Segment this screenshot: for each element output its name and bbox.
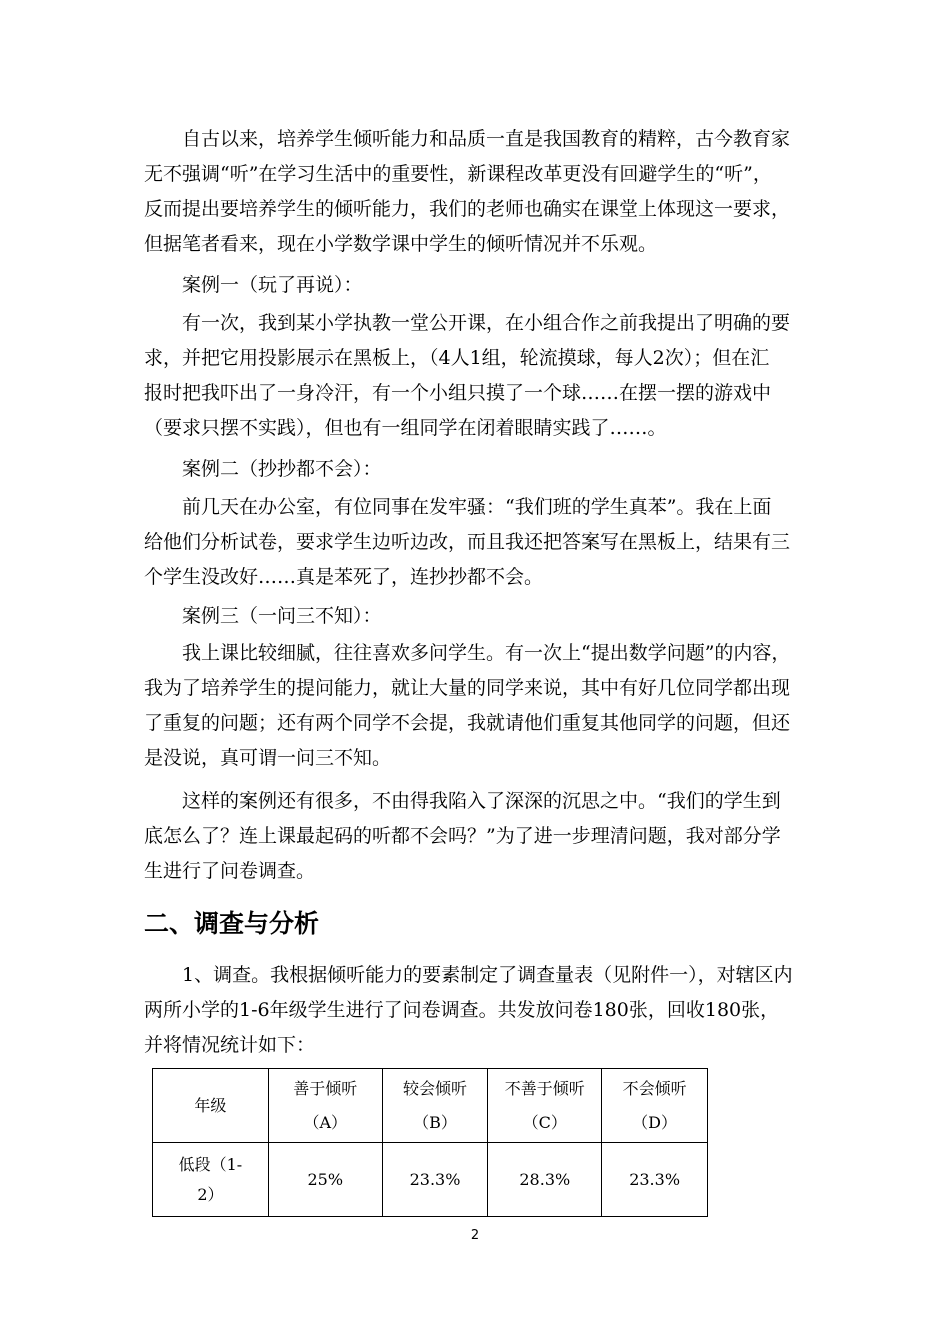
text-line: 我为了培养学生的提问能力，就让大量的同学来说，其中有好几位同学都出现	[144, 677, 791, 699]
text-line: （要求只摆不实践），但也有一组同学在闭着眼睛实践了……。	[144, 417, 667, 439]
text-line: 有一次，我到某小学执教一堂公开课，在小组合作之前我提出了明确的要	[144, 312, 791, 334]
text-line: 自古以来，培养学生倾听能力和品质一直是我国教育的精粹，古今教育家	[144, 128, 791, 150]
cell-a: 25%	[268, 1143, 382, 1217]
text-line: 是没说，真可谓一问三不知。	[144, 747, 392, 769]
text-line: 反而提出要培养学生的倾听能力，我们的老师也确实在课堂上体现这一要求，	[144, 198, 791, 220]
header-d	[602, 1069, 708, 1143]
header-code: （D）	[632, 1112, 678, 1132]
text-line: 我上课比较细腻，往往喜欢多问学生。有一次上“提出数学问题”的内容，	[144, 642, 791, 664]
header-label: 善于倾听	[293, 1078, 358, 1098]
text-line: 求，并把它用投影展示在黑板上，（4人1组，轮流摸球，每人2次）；但在汇	[144, 347, 770, 369]
text-line: 但据笔者看来，现在小学数学课中学生的倾听情况并不乐观。	[144, 233, 658, 255]
text-line: 前几天在办公室，有位同事在发牢骚：“我们班的学生真苯”。我在上面	[144, 496, 772, 518]
header-label: 较会倾听	[403, 1078, 468, 1098]
survey-table	[152, 1068, 708, 1217]
grade-line: 低段（1-	[178, 1154, 243, 1174]
header-c	[488, 1069, 602, 1143]
text-line: 1、调查。我根据倾听能力的要素制定了调查量表（见附件一），对辖区内	[144, 964, 793, 986]
header-code: （C）	[522, 1112, 567, 1132]
header-label: 不善于倾听	[504, 1078, 585, 1098]
text-line: 无不强调“听”在学习生活中的重要性，新课程改革更没有回避学生的“听”，	[144, 163, 772, 185]
header-code: （A）	[303, 1112, 348, 1132]
cell-b: 23.3%	[382, 1143, 488, 1217]
text-line: 给他们分析试卷，要求学生边听边改，而且我还把答案写在黑板上，结果有三	[144, 531, 791, 553]
text-line: 个学生没改好……真是苯死了，连抄抄都不会。	[144, 566, 544, 588]
grade-line: 2）	[197, 1184, 224, 1204]
header-a	[268, 1069, 382, 1143]
survey-paragraph	[144, 958, 808, 1063]
text-line: 底怎么了？连上课最起码的听都不会吗？”为了进一步理清问题，我对部分学	[144, 825, 781, 847]
text-line: 并将情况统计如下：	[144, 1034, 316, 1056]
header-label: 不会倾听	[622, 1078, 687, 1098]
table-row	[153, 1143, 708, 1217]
reflection-paragraph	[144, 784, 808, 889]
table-header-row	[153, 1069, 708, 1143]
cell-d: 23.3%	[602, 1143, 708, 1217]
case3-title: 案例三（一问三不知）：	[182, 605, 382, 627]
header-grade: 年级	[153, 1069, 269, 1143]
header-code: （B）	[413, 1112, 457, 1132]
header-b	[382, 1069, 488, 1143]
page-number: 2	[470, 1228, 480, 1243]
case2-title: 案例二（抄抄都不会）：	[182, 458, 382, 480]
cell-grade	[153, 1143, 269, 1217]
case1-paragraph	[144, 306, 808, 446]
case3-paragraph	[144, 636, 808, 776]
text-line: 这样的案例还有很多，不由得我陷入了深深的沉思之中。“我们的学生到	[144, 790, 781, 812]
text-line: 两所小学的1-6年级学生进行了问卷调查。共发放问卷180张，回收180张，	[144, 999, 780, 1021]
case2-paragraph	[144, 490, 808, 595]
cell-c: 28.3%	[488, 1143, 602, 1217]
text-line: 生进行了问卷调查。	[144, 860, 316, 882]
section-heading: 二、调查与分析	[144, 909, 320, 938]
text-line: 了重复的问题；还有两个同学不会提，我就请他们重复其他同学的问题，但还	[144, 712, 791, 734]
case1-title: 案例一（玩了再说）：	[182, 274, 363, 296]
intro-paragraph	[144, 122, 808, 262]
text-line: 报时把我吓出了一身冷汗，有一个小组只摸了一个球……在摆一摆的游戏中	[144, 382, 772, 404]
